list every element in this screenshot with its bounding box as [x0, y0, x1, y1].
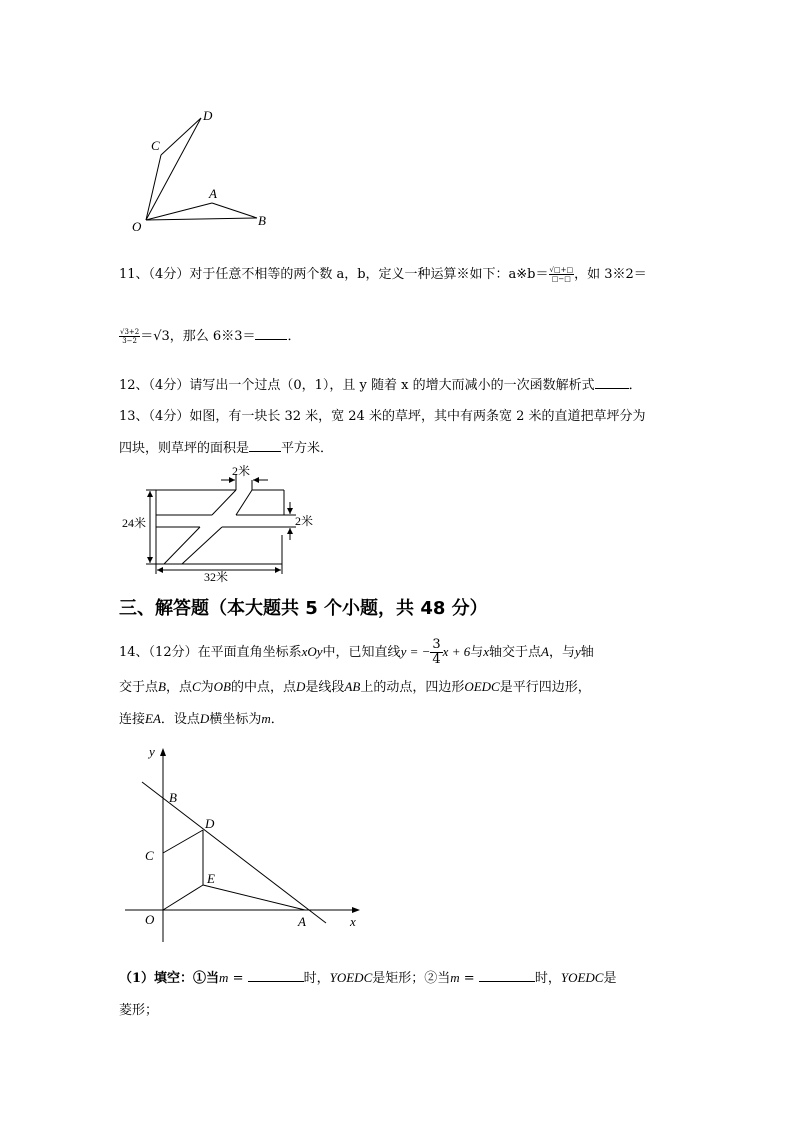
math-y: y = −: [400, 644, 431, 659]
math-B: B: [158, 679, 166, 694]
math-C: C: [191, 679, 201, 694]
label-right-2m: 2米: [295, 514, 314, 528]
segment-OE: [163, 885, 203, 910]
text: 是线段: [305, 680, 345, 695]
math-AB: AB: [344, 679, 361, 694]
arrowhead: [147, 491, 153, 497]
text: ．: [270, 712, 284, 727]
segment-EA: [203, 885, 305, 910]
part-1-line2: 菱形；: [119, 1003, 159, 1018]
x-axis-arrow: [352, 907, 360, 913]
text: =: [459, 971, 479, 986]
label-top-2m: 2米: [232, 464, 251, 478]
label-left-24m: 24米: [122, 516, 147, 530]
label-E: E: [207, 871, 215, 886]
answer-blank-12[interactable]: [595, 388, 629, 389]
text: ．设点: [160, 712, 200, 727]
text: 时，: [534, 971, 561, 986]
question-13-text2a: 四块，则草坪的面积是: [119, 441, 250, 456]
answer-blank-11[interactable]: [255, 339, 287, 340]
question-14-line1: [119, 638, 594, 667]
label-C: C: [151, 138, 160, 153]
question-12-tail: ．: [628, 378, 642, 393]
arrowhead: [287, 508, 293, 514]
math-m: m: [219, 970, 229, 985]
math-y: y: [575, 644, 581, 659]
segment-OC: [146, 155, 161, 220]
example-numerator: √3+2: [120, 328, 140, 336]
question-13-text: 如图，有一块长 32 米，宽 24 米的草坪，其中有两条宽 2 米的直道把草坪分为: [189, 409, 646, 424]
segment-OB: [146, 218, 257, 220]
question-14-number: 14、（12分）: [119, 645, 198, 660]
text: 轴交于点: [489, 645, 542, 660]
text: 为: [200, 680, 214, 695]
question-14-line2: [119, 676, 591, 695]
arrowhead: [253, 477, 259, 483]
text: 连接: [119, 712, 146, 727]
part-1-line1: [119, 967, 616, 986]
segment-CD: [161, 118, 201, 155]
text: 在平面直角坐标系: [197, 645, 302, 660]
question-11-text: 对于任意不相等的两个数 a，b，定义一种运算※如下：a※b＝: [189, 267, 549, 282]
question-13-text2b: 平方米．: [281, 441, 334, 456]
label-bottom-32m: 32米: [204, 570, 229, 584]
arrowhead: [275, 567, 281, 573]
text: 时，: [303, 971, 330, 986]
text: 是矩形；②当: [372, 971, 451, 986]
math-OEDC: OEDC: [464, 679, 500, 694]
question-12-number: 12、（4分）: [119, 378, 190, 393]
text: =: [228, 971, 248, 986]
label-A: A: [298, 914, 306, 929]
question-13-line2: [119, 437, 333, 456]
label-C: C: [145, 848, 154, 863]
text: 上的动点，四边形: [360, 680, 465, 695]
segment-OD: [146, 118, 201, 220]
label-x: x: [350, 914, 356, 929]
fraction-denominator: 4: [432, 652, 441, 667]
arrowhead: [147, 557, 153, 563]
math-D: D: [296, 679, 306, 694]
question-13-line1: [119, 405, 645, 424]
segment-CD: [163, 830, 203, 853]
math-m: m: [261, 711, 271, 726]
math-m: m: [450, 970, 460, 985]
question-11-text2: ，如 3※2＝: [574, 267, 647, 282]
segment-OA: [146, 203, 212, 220]
label-D: D: [205, 816, 215, 831]
math-x-plus-6: x + 6: [442, 644, 471, 659]
math-xoy: xOy: [301, 644, 323, 659]
example-denominator: 3−2: [122, 337, 137, 345]
question-14-line3: [119, 708, 284, 727]
question-11-number: 11、（4分）: [119, 267, 190, 282]
label-y: y: [149, 744, 155, 759]
math-D: D: [199, 711, 210, 726]
question-13-number: 13、（4分）: [119, 409, 190, 424]
question-12-text: 请写出一个过点（0，1），且 y 随着 x 的增大而减小的一次函数解析式: [189, 378, 595, 393]
question-11-line1: [119, 263, 647, 283]
text: ，点: [165, 680, 192, 695]
question-11-equation: ＝√3，那么 6※3＝: [140, 329, 256, 344]
text: 轴: [580, 645, 594, 660]
road-s-right-upper: [236, 490, 252, 515]
figure-lawn: [118, 460, 338, 585]
label-D: D: [203, 108, 213, 123]
text: 的中点，点: [231, 680, 297, 695]
math-OB: OB: [213, 679, 232, 694]
text: 交于点: [119, 680, 159, 695]
question-11-tail: ．: [287, 329, 301, 344]
part-1-label: （1）填空：①当: [119, 971, 220, 986]
fraction-numerator: 3: [432, 637, 441, 652]
answer-blank-13[interactable]: [249, 451, 281, 452]
question-12: [119, 374, 642, 393]
text: 中，已知直线: [322, 645, 401, 660]
road-s-left-lower: [164, 527, 200, 564]
label-B: B: [258, 213, 266, 228]
road-s-left-upper: [212, 490, 236, 515]
math-EA: EA: [145, 711, 161, 726]
math-x: x: [483, 644, 490, 659]
figure-angles: [125, 100, 285, 240]
equation-fraction: [430, 638, 442, 667]
arrowhead: [157, 567, 163, 573]
text: ，与: [548, 645, 575, 660]
answer-blank-rectangle[interactable]: [248, 981, 304, 982]
math-quad: YOEDC: [560, 970, 604, 985]
road-s-right-lower: [182, 527, 222, 564]
text: 是: [603, 971, 617, 986]
label-A: A: [209, 186, 217, 201]
figure-coordinate: [120, 740, 370, 945]
arrowhead: [287, 528, 293, 534]
text: 横坐标为: [209, 712, 262, 727]
example-fraction: [119, 328, 140, 345]
section-3-title: 三、解答题（本大题共 5 个小题，共 48 分）: [119, 598, 488, 619]
text: 是平行四边形，: [499, 680, 591, 695]
y-axis-arrow: [160, 748, 166, 756]
text: 与: [470, 645, 484, 660]
operation-numerator: √□+□: [549, 266, 574, 274]
operation-denominator: □−□: [551, 275, 571, 283]
label-O: O: [132, 219, 142, 234]
segment-AB: [212, 203, 257, 218]
operation-fraction: [549, 266, 575, 283]
math-A: A: [541, 644, 549, 659]
label-B: B: [169, 790, 177, 805]
math-quad: YOEDC: [329, 970, 373, 985]
answer-blank-rhombus[interactable]: [479, 981, 535, 982]
label-O: O: [145, 912, 155, 927]
question-11-line2: [119, 325, 300, 345]
